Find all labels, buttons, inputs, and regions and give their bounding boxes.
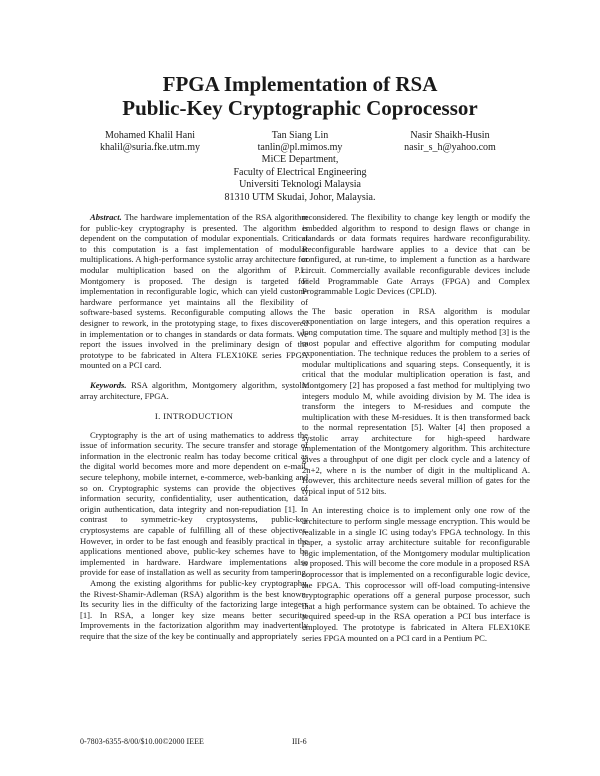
affiliation-block — [0, 154, 600, 204]
author-email: tanlin@pl.mimos.my — [257, 142, 343, 153]
left-column — [80, 212, 308, 642]
abstract-paragraph — [80, 212, 308, 371]
paper-title-line-1: FPGA Implementation of RSA — [162, 72, 438, 96]
author-email: nasir_s_h@yahoo.com — [404, 142, 496, 153]
paper-title-line-2: Public-Key Cryptographic Coprocessor — [122, 96, 478, 120]
author-block — [70, 130, 230, 154]
section-heading: I. INTRODUCTION — [154, 411, 234, 422]
author-name: Nasir Shaikh-Husin — [410, 130, 490, 141]
keywords-paragraph — [80, 380, 308, 401]
body-paragraph: An interesting choice is to implement only one row of the architecture to perform single message encryption. This would be realizable in a single IC using today's FPGA technology. In this paper, a systolic array architecture suitable for reconfigurable logic implementation, of the Montgomery modular multiplication is proposed. This will become the core module in a proposed RSA coprocessor that is implemented on a reconfigurable logic device, the FPGA. This coprocessor will off-load computing-intensive cryptographic operations off a general purpose processor, such that a high performance system can be obtained. To achieve the required speed-up in the RSA operation a PCI bus interface is employed. The prototype is fabricated in Altera FLEX10KE series FPGA mounted on a PCI card in a Pentium PC. — [302, 505, 531, 643]
intro-paragraph: Cryptography is the art of using mathematics to address the issue of information security. The secure transfer and storage of information in the electronic realm has today become critical as the digital world becomes more and more dependent on e-mail, secure telephony, mobile internet, e-commerce, web-banking and so on. Cryptographic systems can provide the objectives of information security, confidentiality, user authentication, data origin authentication, data integrity and non-repudiation [1]. In contrast to symmetric-key cryptosystems, public-key cryptosystems are capable of fulfilling all of these objectives. However, in order to be fast enough and feasibly practical in the applications mentioned above, public-key schemes have to be implemented in hardware. Hardware implementations also provide for ease of installation as well as security from tampering. — [80, 429, 308, 578]
affiliation-line: MiCE Department, — [261, 154, 339, 165]
copyright-footer: 0-7803-6355-8/00/$10.00©2000 IEEE — [80, 737, 204, 746]
author-name: Mohamed Khalil Hani — [105, 130, 195, 141]
author-block — [230, 130, 370, 154]
author-name: Tan Siang Lin — [271, 130, 329, 141]
body-paragraph: The basic operation in RSA algorithm is modular exponentiation on large integers, and this operation requires a long computation time. The square and multiply method [3] is the most popular and effective algorithm for computing modular exponentiation. The technique reduces the problem to a series of modular multiplications and squaring steps. Consequently, it is critical that the modular multiplication operation is fast, and Montgomery [2] has proposed a fast method for multiplying two integers modulo M, while avoiding division by M. The idea is transform the integers to M-residues and compute the multiplication with these M-residues. It is then transformed back to the normal representation [5]. Walter [4] then proposed a systolic array architecture for high-speed hardware implementation of the Montgomery algorithm. This architecture gives a throughput of one digit per clock cycle and a latency of 2n+2, where n is the number of digit in the multiplicand A. However, this architecture needs several million of gates for the typical input of 512 bits. — [302, 305, 530, 496]
page-number: III-6 — [292, 737, 307, 746]
body-paragraph: reconsidered. The flexibility to change key length or modify the embedded algorithm to respond to design flaws or change in standards or data formats requires hardware reconfigurability. Reconfigurable hardware applies to a device that can be configured, at run-time, to implement a function as a hardware circuit. Commercially available reconfigurable devices include Field Programmable Gate Arrays (FPGA) and Complex Programmable Logic Devices (CPLD). — [302, 212, 530, 297]
abstract-label: Abstract. — [90, 212, 122, 222]
keywords-text: RSA algorithm, Montgomery algorithm, systolic array architecture, FPGA. — [80, 379, 308, 401]
abstract-text: The hardware implementation of the RSA algorithm for public-key cryptography is presented. The algorithm is dependent on the computation of modular exponentials. Critical to this computation is a fast implementation of modular multiplications. A high-performance systolic array architecture for modular multiplication based on the algorithm of P.L. Montgomery is proposed. The design is targeted for implementation in reconfigurable logic, which can yield custom-hardware performance yet maintains all the flexibility of software-based systems. Reconfigurable computing allows the designer to rework, in the prototyping stage, to fixes discovered in implementation or to changes in standards or data formats. We report the issues involved in the preliminary design of the prototype to be fabricated in Altera FLEX10KE series FPGA mounted on a PCI card. — [80, 212, 308, 371]
right-column — [302, 212, 530, 643]
author-block — [370, 130, 530, 154]
keywords-label: Keywords. — [90, 379, 127, 390]
author-email: khalil@suria.fke.utm.my — [99, 142, 201, 153]
affiliation-line: 81310 UTM Skudai, Johor, Malaysia. — [224, 191, 376, 203]
intro-paragraph: Among the existing algorithms for public-key cryptography, the Rivest-Shamir-Adleman (RSA) algorithm is the best known. Its security lies in the difficulty of the factorizing large integers [1]. In RSA, a longer key size means better security. Improvements in the factorization algorithm may inadvertently require that the size of the key be continually and appropriately — [80, 578, 308, 641]
affiliation-line: Universiti Teknologi Malaysia — [239, 179, 361, 190]
affiliation-line: Faculty of Electrical Engineering — [233, 166, 367, 178]
